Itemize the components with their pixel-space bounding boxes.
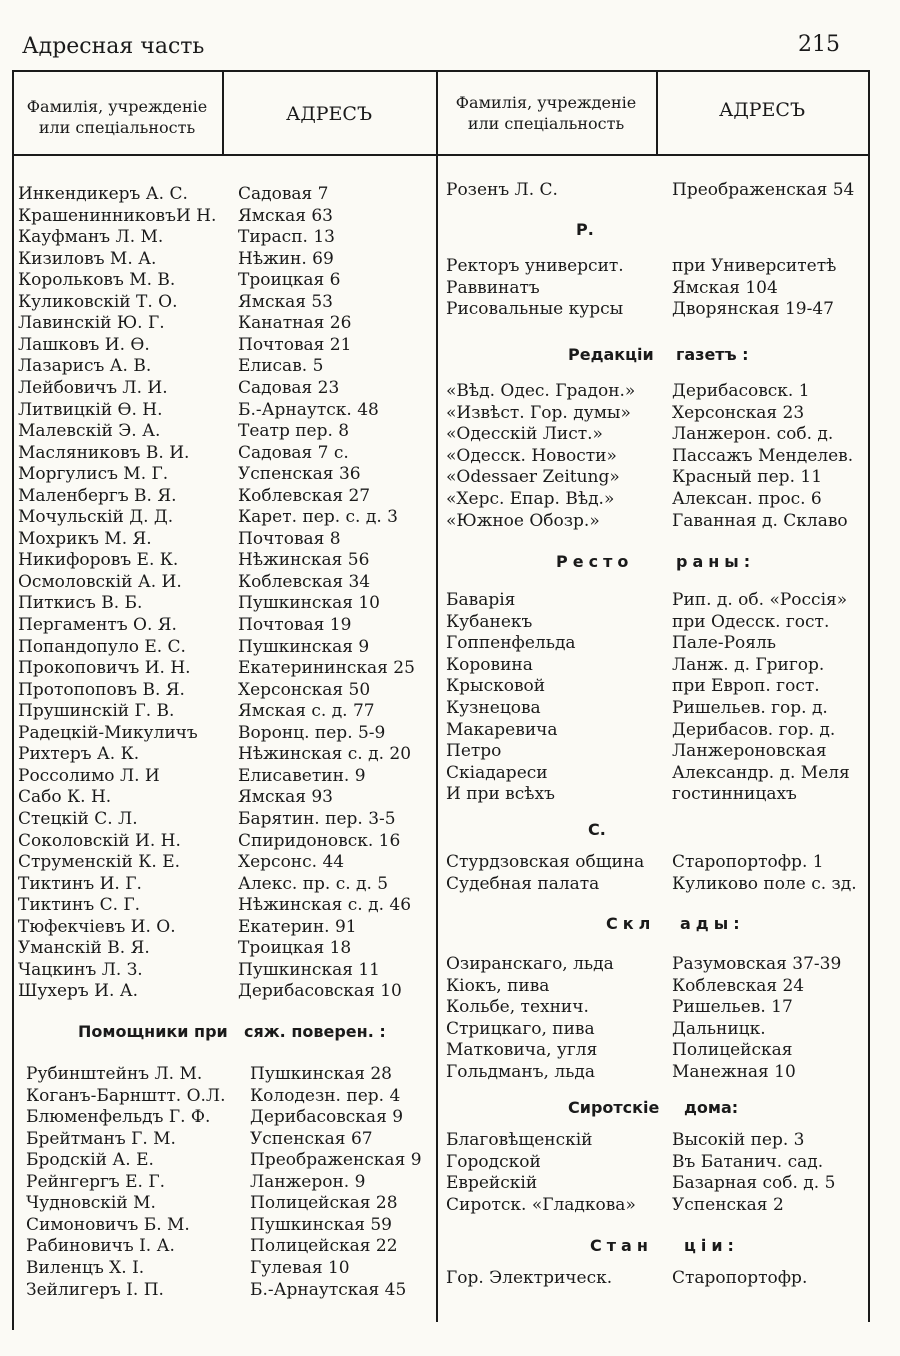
entry-name: Куликовскій Т. О. <box>18 291 178 312</box>
entry-address: Б.-Арнаутск. 48 <box>238 399 379 420</box>
entry-address: Дворянская 19-47 <box>672 299 834 319</box>
entry-address: при Одесск. гост. <box>672 611 830 632</box>
entry-name: Ректоръ университ. <box>446 256 624 276</box>
entry-address: Херсонская 50 <box>238 679 371 700</box>
entry-name: Лашковъ И. Ѳ. <box>18 334 150 355</box>
entry-address: Почтовая 21 <box>238 334 352 355</box>
entry-address: Куликово поле с. зд. <box>672 873 857 894</box>
entry-address: Пушкинская 59 <box>250 1214 392 1235</box>
entry-name: Зейлигеръ І. П. <box>26 1279 164 1300</box>
entry-name: Осмоловскій А. И. <box>18 571 182 592</box>
entry-address: Алексан. прос. 6 <box>672 489 822 509</box>
entry-name: Розенъ Л. С. <box>446 180 558 200</box>
entry-name: «Вѣд. Одес. Градон.» <box>446 381 636 401</box>
entry-address: Елисав. 5 <box>238 356 324 377</box>
entry-name: Чацкинъ Л. З. <box>18 959 143 980</box>
section-heading-assistants-a: Помощники при <box>78 1022 228 1041</box>
entry-address: Троицкая 18 <box>238 938 352 959</box>
entry-name: Кубанекъ <box>446 611 533 632</box>
entry-address: Гулевая 10 <box>250 1257 350 1278</box>
entry-name: Масляниковъ В. И. <box>18 442 190 463</box>
entry-address: Ланжероновская <box>672 741 827 762</box>
entry-address: Пале-Рояль <box>672 633 777 654</box>
entry-name: Раввинатъ <box>446 277 540 298</box>
entry-name: Рабиновичъ І. А. <box>26 1236 175 1257</box>
entry-address: Нѣжинская с. д. 20 <box>238 744 412 765</box>
entry-address: Ямская с. д. 77 <box>238 701 375 722</box>
entry-address: Старопортофр. <box>672 1268 808 1288</box>
section-heading-editorial-b: газетъ : <box>676 345 749 364</box>
entry-name: Инкендикеръ А. С. <box>18 184 188 204</box>
entry-address: Пушкинская 10 <box>238 593 380 614</box>
entry-name: Гоппенфельда <box>446 633 576 654</box>
address-column-header-left: АДРЕСЪ <box>285 103 373 125</box>
entry-address: Почтовая 8 <box>238 528 341 549</box>
entry-address: Пушкинская 28 <box>250 1064 392 1084</box>
entry-address: Карет. пер. с. д. 3 <box>238 507 398 528</box>
entry-address: Екатерининская 25 <box>238 658 415 679</box>
entry-name: Питкисъ В. Б. <box>18 593 143 614</box>
entry-address: Преображенская 9 <box>250 1150 422 1171</box>
entry-name: Скіадареси <box>446 762 548 783</box>
entry-address: Спиридоновск. 16 <box>238 830 401 851</box>
entry-name: Тиктинъ С. Г. <box>18 895 141 916</box>
entry-name: Кузнецова <box>446 698 541 718</box>
entry-address: Алекс. пр. с. д. 5 <box>238 873 389 894</box>
entry-address: Гаванная д. Склаво <box>672 510 848 531</box>
entry-name: Россолимо Л. И <box>18 765 160 786</box>
entry-address: Полицейская <box>672 1040 793 1061</box>
entry-address: Елисаветин. 9 <box>238 765 366 786</box>
entry-name: Тиктинъ И. Г. <box>18 873 142 894</box>
section-heading-restaurants-b: раны: <box>676 552 756 571</box>
entry-name: «Херс. Епар. Вѣд.» <box>446 489 615 509</box>
entry-name: Стецкій С. Л. <box>18 808 138 829</box>
entry-address: гостинницахъ <box>672 784 797 805</box>
entry-name: Пергаментъ О. Я. <box>18 615 177 635</box>
entry-name: Рисовальные курсы <box>446 299 624 319</box>
section-heading-restaurants-a: Ресто <box>556 552 634 571</box>
entry-name: Крысковой <box>446 676 546 697</box>
address-column-header-right: АДРЕСЪ <box>718 99 806 121</box>
entry-name: КрашенинниковъИ Н. <box>18 205 217 226</box>
section-heading-warehouses-b: ады: <box>680 914 745 933</box>
entry-address: Садовая 7 <box>238 184 329 204</box>
entry-address: Нѣжинская с. д. 46 <box>238 895 412 916</box>
entry-name: Виленцъ Х. І. <box>26 1257 145 1278</box>
center-rule <box>436 72 438 1322</box>
entry-name: Маленбергъ В. Я. <box>18 485 177 506</box>
entry-name: Уманскій В. Я. <box>18 938 150 959</box>
entry-address: Въ Батанич. сад. <box>672 1151 824 1172</box>
entry-address: Воронц. пер. 5-9 <box>238 722 386 743</box>
letter-heading-s: С. <box>588 820 606 839</box>
entry-address: Успенская 67 <box>250 1128 373 1149</box>
entry-address: Садовая 23 <box>238 377 340 398</box>
entry-address: Александр. д. Меля <box>672 762 850 783</box>
entry-address: Тирасп. 13 <box>238 227 335 248</box>
entry-address: Пушкинская 9 <box>238 636 370 657</box>
entry-address: Ришельев. 17 <box>672 997 793 1018</box>
entry-address: Б.-Арнаутская 45 <box>250 1279 407 1300</box>
entry-name: Еврейскій <box>446 1173 538 1194</box>
entry-address: Коблевская 24 <box>672 975 805 996</box>
entry-address: Коблевская 34 <box>238 571 371 592</box>
entry-name: «Одесск. Новости» <box>446 445 617 466</box>
entry-name: Кольбе, технич. <box>446 997 589 1018</box>
entry-name: Сиротск. «Гладкова» <box>446 1194 636 1215</box>
outer-right-rule <box>868 72 870 1322</box>
entry-name: Озиранскаго, льда <box>446 954 614 974</box>
entry-address: Старопортофр. 1 <box>672 852 824 872</box>
entry-name: Судебная палата <box>446 873 600 894</box>
entry-name: И при всѣхъ <box>446 784 555 805</box>
entry-address: Екатерин. 91 <box>238 916 357 937</box>
entry-address: Коблевская 27 <box>238 485 371 506</box>
section-heading-warehouses-a: Скл <box>606 914 656 933</box>
entry-name: Гор. Электрическ. <box>446 1268 613 1288</box>
entry-name: Баварія <box>446 590 516 610</box>
entry-name: Лейбовичъ Л. И. <box>18 377 168 398</box>
entry-name: Прушинскій Г. В. <box>18 701 175 722</box>
entry-name: Брейтманъ Г. М. <box>26 1128 176 1149</box>
section-heading-orphanages-a: Сиротскіе <box>568 1098 660 1117</box>
entry-name: Чудновскій М. <box>26 1193 156 1214</box>
entry-address: Нѣжин. 69 <box>238 248 334 269</box>
section-title: Адресная часть <box>22 34 205 59</box>
entry-name: Прокоповичъ И. Н. <box>18 658 191 679</box>
entry-name: Кизиловъ М. А. <box>18 248 157 269</box>
entry-address: Базарная соб. д. 5 <box>672 1173 836 1194</box>
entry-address: Ланжерон. 9 <box>250 1171 366 1192</box>
entry-address: Разумовская 37-39 <box>672 954 842 974</box>
entry-address: Канатная 26 <box>238 313 352 334</box>
entry-name: Литвицкій Ѳ. Н. <box>18 399 163 420</box>
entry-name: Мочульскій Д. Д. <box>18 507 174 528</box>
entry-name: Никифоровъ Е. К. <box>18 550 179 571</box>
entry-name: Попандопуло Е. С. <box>18 636 186 657</box>
entry-name: Рубинштейнъ Л. М. <box>26 1064 203 1084</box>
entry-address: Ришельев. гор. д. <box>672 698 828 718</box>
entry-address: Барятин. пер. 3-5 <box>238 808 396 829</box>
entry-address: Полицейская 22 <box>250 1236 398 1257</box>
section-heading-assistants-b: сяж. поверен. : <box>244 1022 386 1041</box>
entry-address: Театр пер. 8 <box>238 421 350 442</box>
entry-name: Бродскій А. Е. <box>26 1150 154 1171</box>
entry-name: Кауфманъ Л. М. <box>18 227 164 248</box>
entry-address: Ланжерон. соб. д. <box>672 424 834 445</box>
entry-name: Коровина <box>446 654 533 675</box>
entry-name: Кіокъ, пива <box>446 975 550 996</box>
entry-address: Херсонс. 44 <box>238 852 345 873</box>
entry-name: Симоновичъ Б. М. <box>26 1214 190 1235</box>
entry-address: Рип. д. об. «Россія» <box>672 590 848 610</box>
entry-address: Пассажъ Менделев. <box>672 445 854 466</box>
entry-name: Малевскій Э. А. <box>18 421 161 442</box>
entry-name: Благовѣщенскій <box>446 1130 593 1150</box>
entry-address: Успенская 36 <box>238 464 361 485</box>
entry-address: Успенская 2 <box>672 1194 784 1215</box>
entry-name: Петро <box>446 741 502 762</box>
entry-address: Высокій пер. 3 <box>672 1130 805 1150</box>
entry-address: Колодезн. пер. 4 <box>250 1085 401 1106</box>
entry-name: Сабо К. Н. <box>18 787 112 808</box>
entry-name: Мохрикъ М. Я. <box>18 528 152 549</box>
entry-name: Лавинскій Ю. Г. <box>18 313 165 334</box>
section-heading-stations-a: Стан <box>590 1236 653 1255</box>
entry-name: Коганъ-Барнштт. О.Л. <box>26 1085 226 1106</box>
entry-address: Дерибасовская 10 <box>238 981 402 1002</box>
entry-address: Почтовая 19 <box>238 615 352 635</box>
entry-name: Шухеръ И. А. <box>18 981 139 1002</box>
entry-address: Ямская 53 <box>238 291 333 312</box>
letter-heading-r: Р. <box>576 220 594 239</box>
page-number: 215 <box>798 32 840 57</box>
entry-address: Троицкая 6 <box>238 270 341 291</box>
entry-address: Ланж. д. Григор. <box>672 654 825 675</box>
section-heading-editorial-a: Редакціи <box>568 345 654 364</box>
section-heading-orphanages-b: дома: <box>684 1098 739 1117</box>
entry-name: Стурдзовская община <box>446 852 645 872</box>
entry-address: Преображенская 54 <box>672 180 855 200</box>
section-heading-stations-b: ціи: <box>684 1236 739 1255</box>
entry-name: Тюфекчіевъ И. О. <box>18 916 176 937</box>
entry-address: Ямская 63 <box>238 205 333 226</box>
entry-name: «Odessaer Zeitung» <box>446 467 620 488</box>
entry-address: Ямская 93 <box>238 787 333 808</box>
entry-name: Макаревича <box>446 719 558 740</box>
entry-name: Протопоповъ В. Я. <box>18 679 185 700</box>
entry-address: Дерибасов. гор. д. <box>672 719 836 740</box>
entry-address: Дерибасовск. 1 <box>672 381 810 401</box>
entry-address: Ямская 104 <box>672 277 778 298</box>
entry-address: Садовая 7 с. <box>238 442 349 463</box>
entry-name: Блюменфельдъ Г. Ф. <box>26 1107 211 1128</box>
name-column-header-right: Фамилія, учрежденіе или спеціальность <box>455 93 637 133</box>
entry-address: Дерибасовская 9 <box>250 1107 404 1128</box>
outer-left-rule <box>12 70 14 1330</box>
name-column-header-left: Фамилія, учрежденіе или спеціальность <box>26 97 208 137</box>
entry-name: Радецкій-Микуличъ <box>18 722 198 743</box>
entry-address: Красный пер. 11 <box>672 467 823 488</box>
entry-address: Нѣжинская 56 <box>238 550 370 571</box>
entry-address: Пушкинская 11 <box>238 959 380 980</box>
entry-name: Рейнгергъ Е. Г. <box>26 1171 166 1192</box>
entry-name: «Извѣст. Гор. думы» <box>446 402 631 423</box>
entry-name: Рихтеръ А. К. <box>18 744 140 765</box>
entry-address: Херсонская 23 <box>672 402 805 423</box>
entry-address: при Университетѣ <box>672 256 837 276</box>
entry-name: Матковича, угля <box>446 1040 598 1061</box>
entry-name: Моргулисъ М. Г. <box>18 464 169 485</box>
entry-name: «Одесскій Лист.» <box>446 424 603 445</box>
entry-name: Стрицкаго, пива <box>446 1018 595 1039</box>
entry-name: Гольдманъ, льда <box>446 1062 595 1082</box>
entry-name: Лазарисъ А. В. <box>18 356 152 377</box>
entry-address: Манежная 10 <box>672 1062 796 1082</box>
entry-name: Городской <box>446 1151 541 1172</box>
entry-name: Соколовскій И. Н. <box>18 830 181 851</box>
entry-address: Полицейская 28 <box>250 1193 398 1214</box>
entry-address: Дальницк. <box>672 1018 766 1039</box>
entry-name: Струменскій К. Е. <box>18 852 181 873</box>
top-rule <box>12 70 870 72</box>
header-bottom-rule <box>12 154 870 156</box>
entry-name: Корольковъ М. В. <box>18 270 176 291</box>
entry-name: «Южное Обозр.» <box>446 510 600 531</box>
entry-address: при Европ. гост. <box>672 676 820 697</box>
